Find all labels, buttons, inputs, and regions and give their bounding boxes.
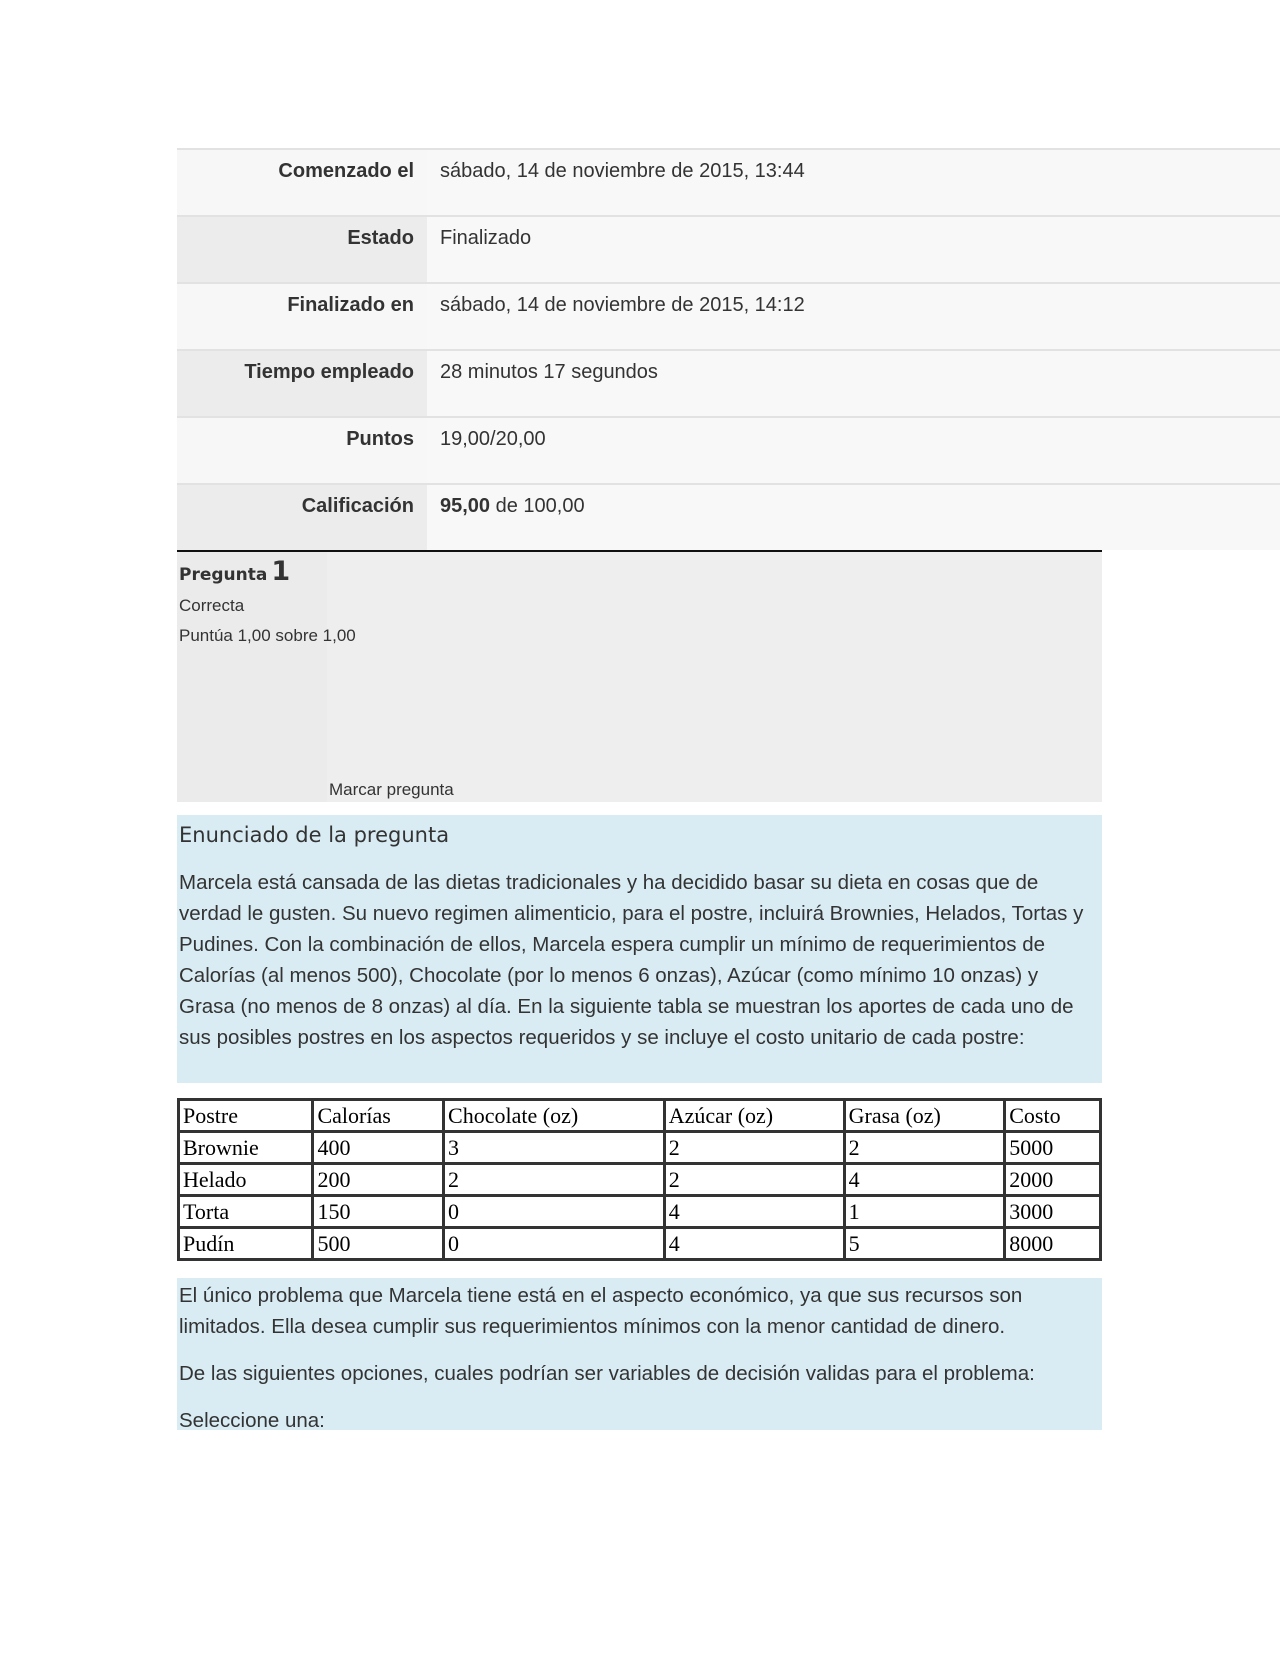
summary-value: 28 minutos 17 segundos: [427, 351, 1280, 416]
question-grade: Puntúa 1,00 sobre 1,00: [179, 626, 356, 645]
select-one-prompt: Seleccione una:: [179, 1409, 325, 1432]
table-row: [179, 1196, 1101, 1228]
summary-row-finished: [177, 282, 1280, 349]
attempt-summary: [177, 148, 1280, 550]
summary-label: Comenzado el: [177, 150, 427, 215]
summary-row-started: [177, 148, 1280, 215]
question-state: Correcta: [179, 596, 245, 615]
table-row: [179, 1228, 1101, 1260]
table-cell: Helado: [179, 1164, 313, 1196]
table-cell: 2: [444, 1164, 665, 1196]
table-cell: 400: [313, 1132, 444, 1164]
table-row: [179, 1132, 1101, 1164]
question-text-continued: [177, 1278, 1102, 1430]
summary-label: Finalizado en: [177, 284, 427, 349]
table-cell: 5: [844, 1228, 1005, 1260]
table-cell: 3000: [1005, 1196, 1101, 1228]
grade-value: 95,00: [440, 495, 491, 517]
table-cell: 0: [444, 1228, 665, 1260]
table-cell: 2: [664, 1132, 844, 1164]
question-text-title: Enunciado de la pregunta: [179, 823, 450, 847]
summary-label: Calificación: [177, 485, 427, 550]
column-header: Calorías: [313, 1100, 444, 1132]
table-cell: 200: [313, 1164, 444, 1196]
column-header: Postre: [179, 1100, 313, 1132]
column-header: Chocolate (oz): [444, 1100, 665, 1132]
table-cell: 0: [444, 1196, 665, 1228]
column-header: Grasa (oz): [844, 1100, 1005, 1132]
column-header: Costo: [1005, 1100, 1101, 1132]
summary-row-state: [177, 215, 1280, 282]
question-intro: Marcela está cansada de las dietas tradicionales y ha decidido basar su dieta en cosas que de verdad le gusten. Su nuevo regimen alimenticio, para el postre, incluirá Brownies, Helados, Tortas y Pudines. Con la combinación de ellos, Marcela espera cumplir un mínimo de requerimientos de Calorías (al menos 500), Chocolate (por lo menos 6 onzas), Azúcar (como mínimo 10 onzas) y Grasa (no menos de 8 onzas) al día. En la siguiente tabla se muestran los aportes de cada uno de sus posibles postres en los aspectos requeridos y se incluye el costo unitario de cada postre:: [179, 871, 1084, 1049]
table-cell: 4: [844, 1164, 1005, 1196]
table-cell: 5000: [1005, 1132, 1101, 1164]
table-cell: 150: [313, 1196, 444, 1228]
table-cell: 8000: [1005, 1228, 1101, 1260]
table-cell: 1: [844, 1196, 1005, 1228]
flag-question-link[interactable]: Marcar pregunta: [329, 780, 454, 799]
summary-value: sábado, 14 de noviembre de 2015, 13:44: [427, 150, 1280, 215]
summary-row-points: [177, 416, 1280, 483]
table-cell: 4: [664, 1196, 844, 1228]
dessert-table: [177, 1098, 1102, 1261]
summary-value: Finalizado: [427, 217, 1280, 282]
question-problem: El único problema que Marcela tiene está en el aspecto económico, ya que sus recursos son limitados. Ella desea cumplir sus requerimientos mínimos con la menor cantidad de dinero.: [179, 1284, 1023, 1338]
summary-row-grade: [177, 483, 1280, 550]
question-number: Pregunta 1: [179, 556, 291, 587]
summary-value: [427, 485, 1280, 550]
summary-value: 19,00/20,00: [427, 418, 1280, 483]
summary-row-time: [177, 349, 1280, 416]
summary-value: sábado, 14 de noviembre de 2015, 14:12: [427, 284, 1280, 349]
summary-label: Puntos: [177, 418, 427, 483]
table-cell: 2: [844, 1132, 1005, 1164]
table-cell: Torta: [179, 1196, 313, 1228]
question-info: [177, 550, 1102, 802]
summary-label: Tiempo empleado: [177, 351, 427, 416]
question-text: [177, 815, 1102, 1083]
table-header-row: [179, 1100, 1101, 1132]
table-cell: 3: [444, 1132, 665, 1164]
summary-label: Estado: [177, 217, 427, 282]
table-cell: Pudín: [179, 1228, 313, 1260]
table-cell: 2: [664, 1164, 844, 1196]
grade-max: de 100,00: [490, 495, 585, 517]
table-cell: 2000: [1005, 1164, 1101, 1196]
table-row: [179, 1164, 1101, 1196]
question-ask: De las siguientes opciones, cuales podrían ser variables de decisión validas para el problema:: [179, 1362, 1035, 1385]
table-cell: 500: [313, 1228, 444, 1260]
table-cell: 4: [664, 1228, 844, 1260]
table-cell: Brownie: [179, 1132, 313, 1164]
column-header: Azúcar (oz): [664, 1100, 844, 1132]
